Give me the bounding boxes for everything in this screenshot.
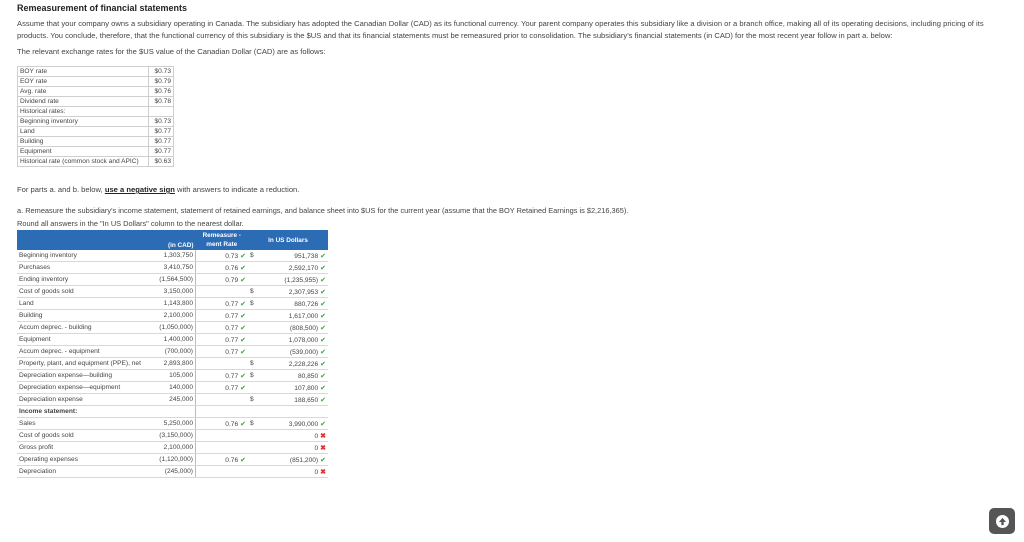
- cad-value: 3,150,000: [157, 286, 196, 298]
- cad-value: (3,150,000): [157, 430, 196, 442]
- usd-input-value[interactable]: 188,650: [294, 396, 319, 404]
- table-row: [17, 346, 328, 358]
- check-icon: ✔: [320, 288, 326, 296]
- rate-input-value[interactable]: 0.76: [225, 420, 239, 428]
- scroll-to-top-button[interactable]: [989, 508, 1015, 534]
- cad-value: 5,250,000: [157, 418, 196, 430]
- dollar-sign: $: [250, 299, 254, 307]
- usd-input[interactable]: [248, 370, 328, 382]
- table-row: [17, 310, 328, 322]
- rate-input-value[interactable]: 0.77: [225, 300, 239, 308]
- rate-label: BOY rate: [18, 67, 149, 77]
- row-label: Income statement:: [17, 406, 157, 418]
- check-icon: ✔: [320, 276, 326, 284]
- usd-input[interactable]: [248, 334, 328, 346]
- check-icon: ✔: [320, 300, 326, 308]
- cad-value: 2,100,000: [157, 442, 196, 454]
- rate-input: [196, 394, 249, 406]
- usd-input[interactable]: [248, 262, 328, 274]
- table-row: [17, 250, 328, 262]
- rate-input-value[interactable]: 0.77: [225, 336, 239, 344]
- rate-input[interactable]: [196, 418, 249, 430]
- usd-input[interactable]: [248, 358, 328, 370]
- rate-label: EOY rate: [18, 77, 149, 87]
- table-row: [17, 262, 328, 274]
- rate-input[interactable]: [196, 298, 249, 310]
- row-label: Depreciation expense: [17, 394, 157, 406]
- row-label: Ending inventory: [17, 274, 157, 286]
- rate-value: [149, 107, 174, 117]
- row-label: Depreciation expense—building: [17, 370, 157, 382]
- dollar-sign: $: [250, 371, 254, 379]
- header-label: [17, 230, 157, 250]
- exchange-rates-table: [17, 66, 174, 167]
- negative-sign-note: use a negative sign: [104, 185, 175, 194]
- cad-value: 2,100,000: [157, 310, 196, 322]
- table-row: [17, 442, 328, 454]
- usd-input-value[interactable]: 2,307,953: [288, 288, 319, 296]
- rate-input[interactable]: [196, 250, 249, 262]
- rate-value: $0.73: [149, 117, 174, 127]
- row-label: Cost of goods sold: [17, 286, 157, 298]
- x-icon: ✖: [320, 468, 326, 476]
- rate-value: $0.77: [149, 137, 174, 147]
- row-label: Gross profit: [17, 442, 157, 454]
- rate-input-value[interactable]: 0.77: [225, 324, 239, 332]
- table-row: [17, 430, 328, 442]
- usd-input-value[interactable]: 0: [314, 468, 319, 476]
- x-icon: ✖: [320, 432, 326, 440]
- check-icon: ✔: [240, 384, 246, 392]
- rate-row: [18, 67, 174, 77]
- usd-input: [248, 406, 328, 418]
- table-row: [17, 274, 328, 286]
- usd-input-value[interactable]: 951,738: [294, 252, 319, 260]
- row-label: Accum deprec. - building: [17, 322, 157, 334]
- rate-input[interactable]: [196, 322, 249, 334]
- rate-input-value[interactable]: 0.73: [225, 252, 239, 260]
- table-row: [17, 370, 328, 382]
- usd-input[interactable]: [248, 274, 328, 286]
- rate-value: $0.76: [149, 87, 174, 97]
- header-cad: (in CAD): [157, 230, 196, 250]
- rate-label: Beginning inventory: [18, 117, 149, 127]
- check-icon: ✔: [240, 324, 246, 332]
- row-label: Cost of goods sold: [17, 430, 157, 442]
- table-row: [17, 466, 328, 478]
- rate-label: Avg. rate: [18, 87, 149, 97]
- cad-value: (245,000): [157, 466, 196, 478]
- usd-input-value[interactable]: 1,617,000: [288, 312, 319, 320]
- rate-row: [18, 157, 174, 167]
- rate-input: [196, 466, 249, 478]
- check-icon: ✔: [320, 336, 326, 344]
- part-a-question: a. Remeasure the subsidiary's income statement, statement of retained earnings, and balance sheet into $US for the current year (assume that the BOY Retained Earnings is $2,216,365).: [17, 206, 629, 215]
- check-icon: ✔: [240, 456, 246, 464]
- cad-value: 1,303,750: [157, 250, 196, 262]
- rate-row: [18, 77, 174, 87]
- dollar-sign: $: [250, 359, 254, 367]
- rate-input: [196, 430, 249, 442]
- row-label: Operating expenses: [17, 454, 157, 466]
- check-icon: ✔: [320, 348, 326, 356]
- rate-input-value[interactable]: 0.76: [225, 456, 239, 464]
- rate-row: [18, 127, 174, 137]
- check-icon: ✔: [240, 312, 246, 320]
- usd-input-value[interactable]: (851,200): [289, 456, 319, 464]
- rate-row: [18, 97, 174, 107]
- check-icon: ✔: [240, 336, 246, 344]
- cad-value: (700,000): [157, 346, 196, 358]
- rate-value: $0.79: [149, 77, 174, 87]
- cad-value: 1,143,800: [157, 298, 196, 310]
- row-label: Beginning inventory: [17, 250, 157, 262]
- rate-value: $0.73: [149, 67, 174, 77]
- rates-intro: The relevant exchange rates for the $US value of the Canadian Dollar (CAD) are as follows:: [17, 47, 326, 56]
- rate-input-value[interactable]: 0.77: [225, 384, 239, 392]
- dollar-sign: $: [250, 419, 254, 427]
- usd-input-value[interactable]: 2,228,226: [288, 360, 319, 368]
- row-label: Land: [17, 298, 157, 310]
- usd-input[interactable]: [248, 286, 328, 298]
- cad-value: 245,000: [157, 394, 196, 406]
- usd-input[interactable]: [248, 346, 328, 358]
- rate-input[interactable]: [196, 346, 249, 358]
- rate-input[interactable]: [196, 274, 249, 286]
- usd-input-value[interactable]: (1,235,955): [284, 276, 319, 284]
- rate-input: [196, 442, 249, 454]
- cad-value: (1,050,000): [157, 322, 196, 334]
- usd-input[interactable]: [248, 466, 328, 478]
- rate-row: [18, 107, 174, 117]
- row-label: Equipment: [17, 334, 157, 346]
- rate-input[interactable]: [196, 454, 249, 466]
- table-row: [17, 298, 328, 310]
- table-row: [17, 418, 328, 430]
- check-icon: ✔: [320, 384, 326, 392]
- rate-label: Equipment: [18, 147, 149, 157]
- rate-label: Building: [18, 137, 149, 147]
- rate-value: $0.77: [149, 147, 174, 157]
- rate-input[interactable]: [196, 334, 249, 346]
- cad-value: 1,400,000: [157, 334, 196, 346]
- table-row: [17, 454, 328, 466]
- usd-input-value[interactable]: 107,800: [294, 384, 319, 392]
- usd-input-value[interactable]: 0: [314, 444, 319, 452]
- usd-input-value[interactable]: 80,850: [297, 372, 319, 380]
- check-icon: ✔: [320, 252, 326, 260]
- usd-input[interactable]: [248, 418, 328, 430]
- rate-input[interactable]: [196, 310, 249, 322]
- check-icon: ✔: [240, 348, 246, 356]
- rate-input: [196, 286, 249, 298]
- cad-value: 140,000: [157, 382, 196, 394]
- table-row: [17, 322, 328, 334]
- check-icon: ✔: [320, 456, 326, 464]
- check-icon: ✔: [320, 324, 326, 332]
- rounding-note: Round all answers in the "In US Dollars" column to the nearest dollar.: [17, 219, 244, 228]
- usd-input-value[interactable]: 2,592,170: [288, 264, 319, 272]
- rate-row: [18, 137, 174, 147]
- usd-input[interactable]: [248, 322, 328, 334]
- rate-label: Land: [18, 127, 149, 137]
- header-usd: In US Dollars: [248, 230, 328, 250]
- usd-input-value[interactable]: 3,990,000: [288, 420, 319, 428]
- cad-value: 2,893,800: [157, 358, 196, 370]
- rate-input: [196, 358, 249, 370]
- usd-input[interactable]: [248, 430, 328, 442]
- usd-input-value[interactable]: 1,078,000: [288, 336, 319, 344]
- check-icon: ✔: [320, 420, 326, 428]
- rate-row: [18, 87, 174, 97]
- rate-input-value[interactable]: 0.77: [225, 312, 239, 320]
- check-icon: ✔: [320, 396, 326, 404]
- rate-row: [18, 117, 174, 127]
- parts-text: For parts a. and b. below,: [17, 185, 105, 194]
- check-icon: ✔: [240, 300, 246, 308]
- rate-input-value[interactable]: 0.76: [225, 264, 239, 272]
- rate-input[interactable]: [196, 262, 249, 274]
- row-label: Sales: [17, 418, 157, 430]
- rate-label: Historical rate (common stock and APIC): [18, 157, 149, 167]
- check-icon: ✔: [320, 312, 326, 320]
- remeasurement-table: [17, 230, 328, 478]
- cad-value: (1,120,000): [157, 454, 196, 466]
- page-title: Remeasurement of financial statements: [17, 3, 188, 13]
- usd-input[interactable]: [248, 394, 328, 406]
- rate-input-value[interactable]: 0.77: [225, 372, 239, 380]
- cad-value: (1,564,500): [157, 274, 196, 286]
- row-label: Depreciation expense—equipment: [17, 382, 157, 394]
- table-row: [17, 286, 328, 298]
- table-row: [17, 358, 328, 370]
- rate-value: $0.77: [149, 127, 174, 137]
- check-icon: ✔: [320, 360, 326, 368]
- dollar-sign: $: [250, 287, 254, 295]
- page-content: [17, 0, 1007, 478]
- row-label: Building: [17, 310, 157, 322]
- check-icon: ✔: [320, 264, 326, 272]
- usd-input-value[interactable]: (808,500): [289, 324, 319, 332]
- rate-label: Dividend rate: [18, 97, 149, 107]
- usd-input[interactable]: [248, 442, 328, 454]
- usd-input-value[interactable]: 0: [314, 432, 319, 440]
- row-label: Property, plant, and equipment (PPE), net: [17, 358, 157, 370]
- parts-instructions: [17, 185, 1007, 194]
- rate-input-value[interactable]: 0.79: [225, 276, 239, 284]
- intro-paragraph: Assume that your company owns a subsidiary operating in Canada. The subsidiary has adopted the Canadian Dollar (CAD) as its functional currency. Your parent company operates this subsidiary like a division or a branch office, making all of its operating decisions, including pricing of its products. You conclude, therefore, that the functional currency of this subsidiary is the $US and that its financial statements must be remeasured prior to consolidation. The subsidiary's financial statements (in CAD) for the most recent year follow in part a. below:: [17, 19, 984, 40]
- check-icon: ✔: [240, 276, 246, 284]
- arrow-up-icon: [996, 515, 1009, 528]
- table-row: [17, 394, 328, 406]
- check-icon: ✔: [320, 372, 326, 380]
- x-icon: ✖: [320, 444, 326, 452]
- usd-input[interactable]: [248, 454, 328, 466]
- row-label: Depreciation: [17, 466, 157, 478]
- table-row: [17, 406, 328, 418]
- usd-input-value[interactable]: 880,726: [294, 300, 319, 308]
- usd-input[interactable]: [248, 382, 328, 394]
- header-rate: Remeasure -ment Rate: [196, 230, 249, 250]
- cad-value: [157, 406, 196, 418]
- dollar-sign: $: [250, 251, 254, 259]
- rate-input[interactable]: [196, 370, 249, 382]
- parts-text-end: with answers to indicate a reduction.: [174, 185, 300, 194]
- check-icon: ✔: [240, 372, 246, 380]
- rate-input[interactable]: [196, 382, 249, 394]
- rate-input: [196, 406, 249, 418]
- table-row: [17, 382, 328, 394]
- check-icon: ✔: [240, 252, 246, 260]
- cad-value: 105,000: [157, 370, 196, 382]
- table-row: [17, 334, 328, 346]
- usd-input-value[interactable]: (539,000): [289, 348, 319, 356]
- check-icon: ✔: [240, 420, 246, 428]
- usd-input[interactable]: [248, 310, 328, 322]
- dollar-sign: $: [250, 395, 254, 403]
- check-icon: ✔: [240, 264, 246, 272]
- row-label: Accum deprec. - equipment: [17, 346, 157, 358]
- rate-label: Historical rates:: [18, 107, 149, 117]
- rate-value: $0.78: [149, 97, 174, 107]
- rate-input-value[interactable]: 0.77: [225, 348, 239, 356]
- rate-row: [18, 147, 174, 157]
- row-label: Purchases: [17, 262, 157, 274]
- rate-value: $0.63: [149, 157, 174, 167]
- usd-input[interactable]: [248, 298, 328, 310]
- cad-value: 3,410,750: [157, 262, 196, 274]
- usd-input[interactable]: [248, 250, 328, 262]
